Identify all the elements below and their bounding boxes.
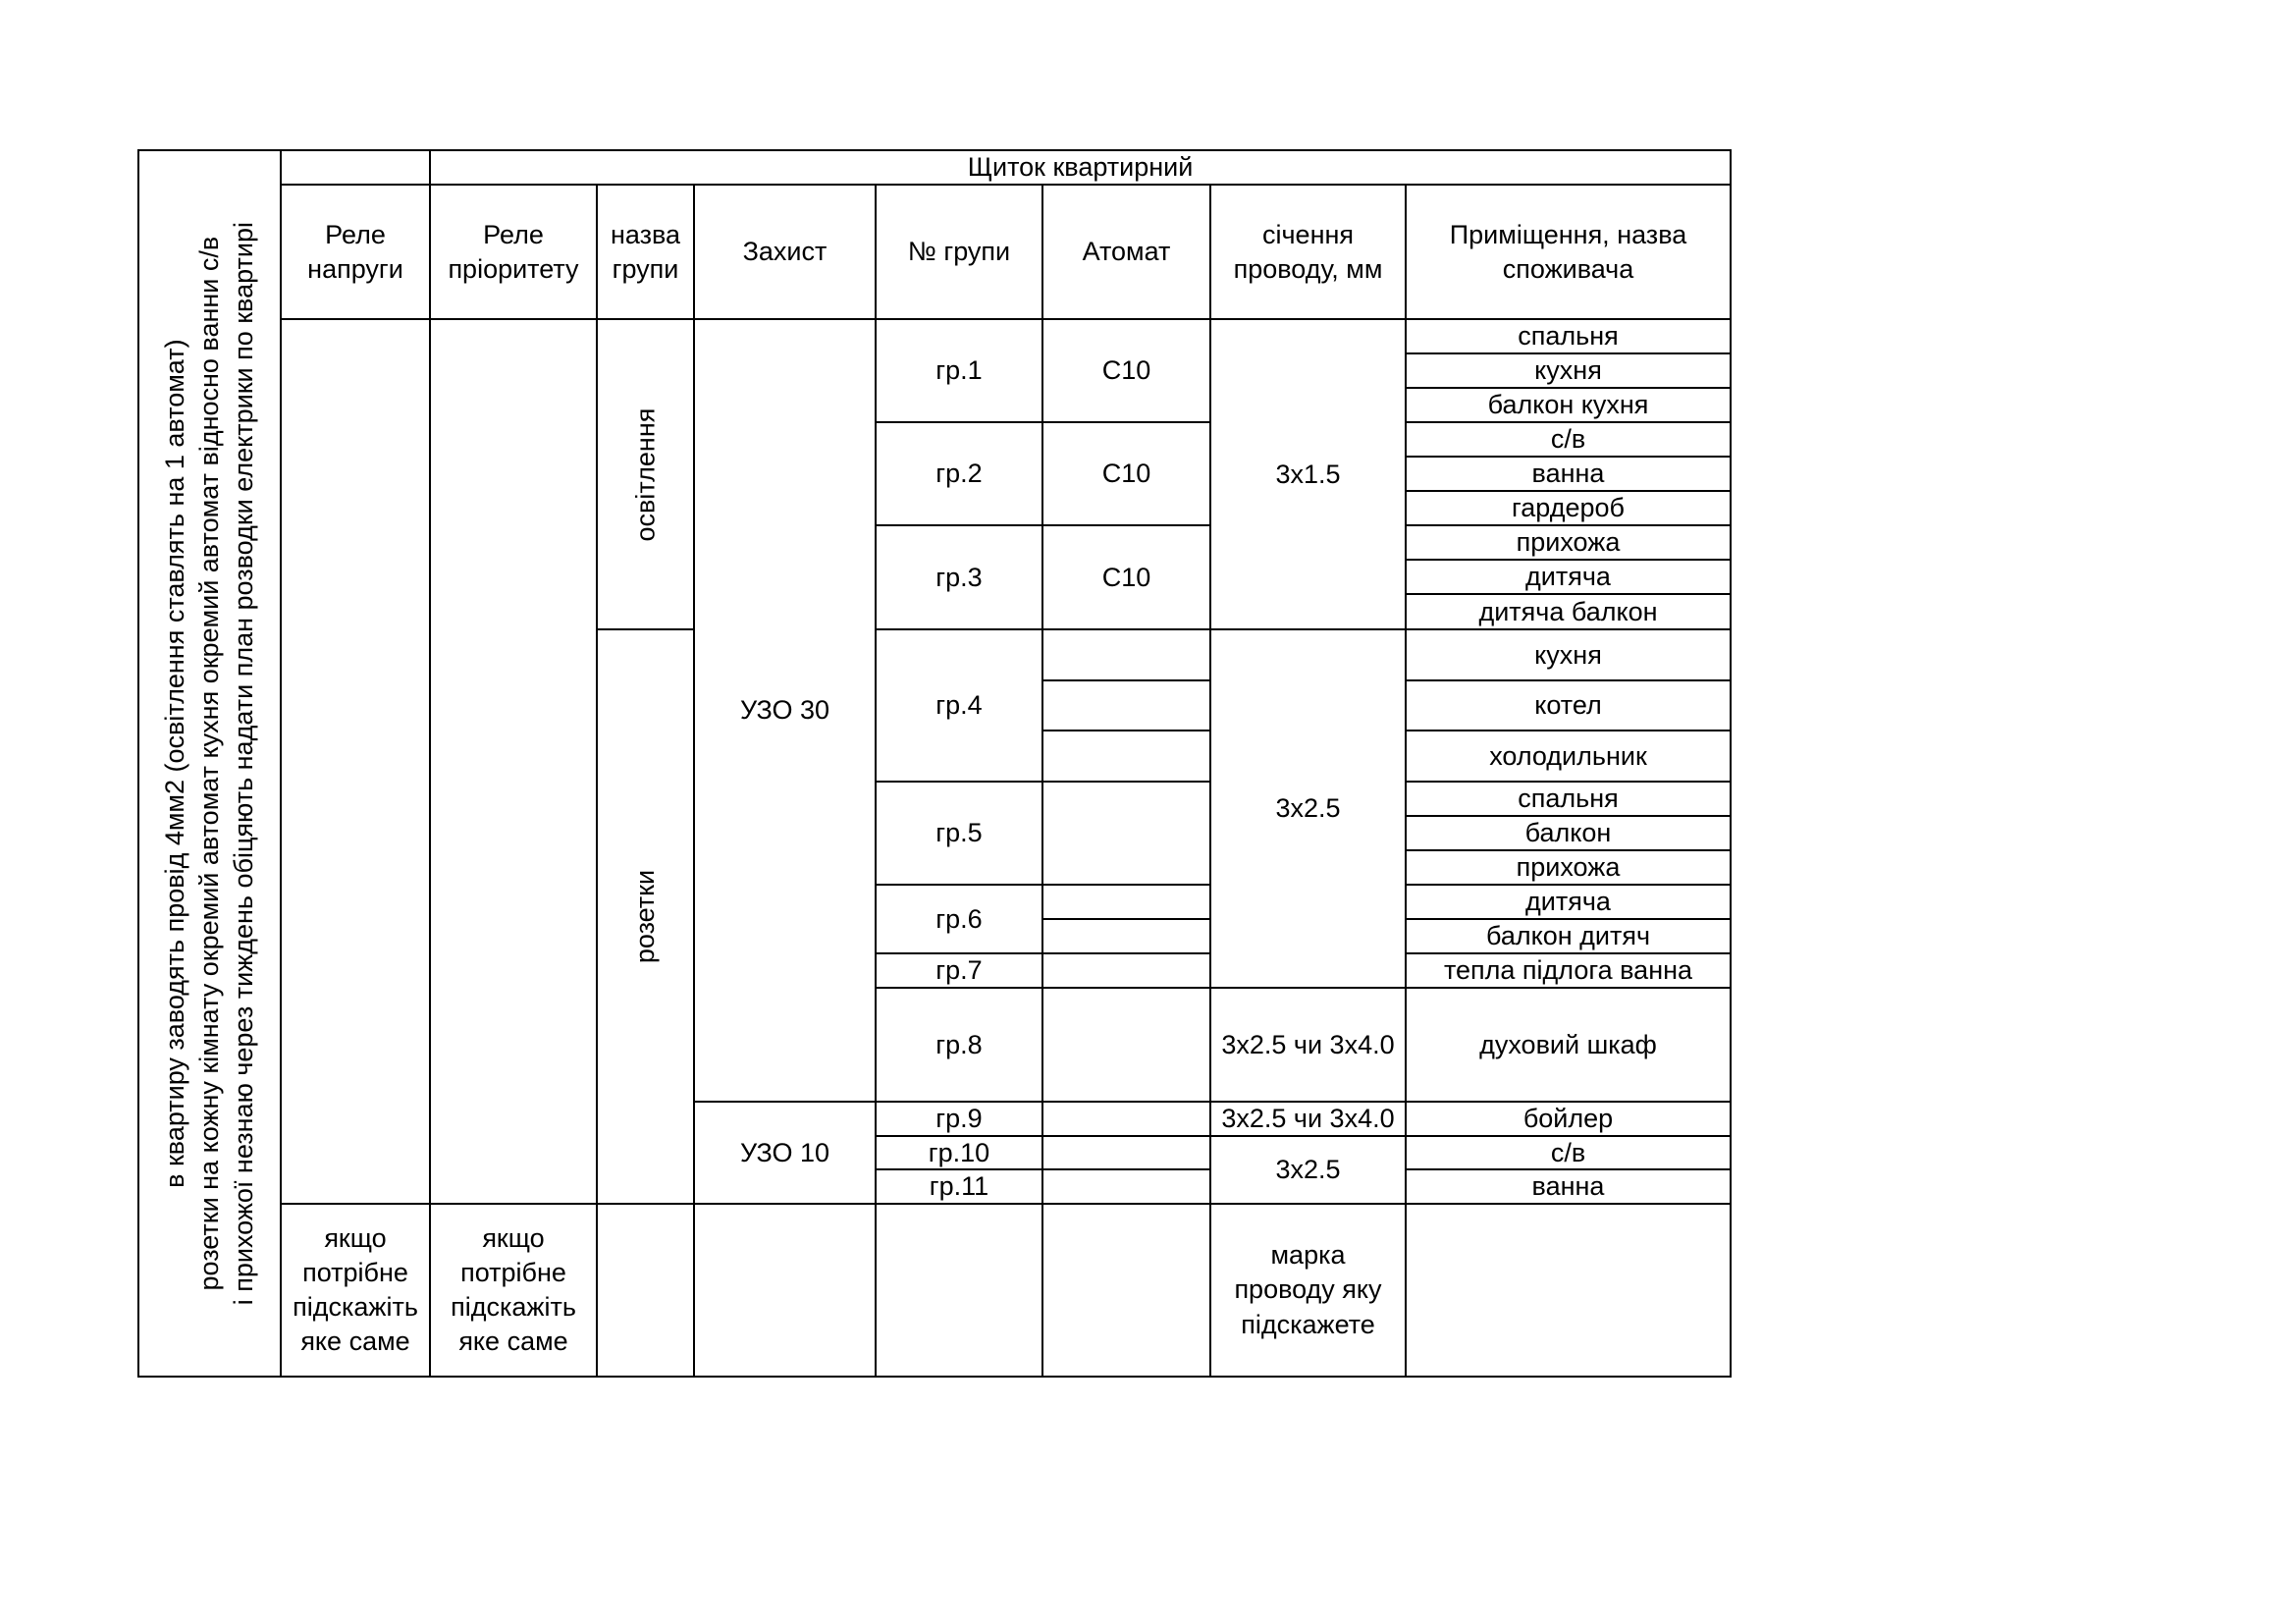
consumer-cell: спальня: [1405, 318, 1732, 355]
group-number: гр.2: [875, 421, 1043, 527]
breaker-cell: [1041, 1135, 1211, 1171]
consumer-cell: балкон: [1405, 815, 1732, 852]
footer-wire-note: марка проводу яку підскажете: [1209, 1203, 1407, 1378]
consumer-cell: котел: [1405, 679, 1732, 732]
breaker-cell: С10: [1041, 318, 1211, 424]
consumer-cell: кухня: [1405, 628, 1732, 682]
protection-uzo30: УЗО 30: [693, 318, 877, 1104]
consumer-cell: дитяча: [1405, 884, 1732, 921]
group-name-lighting: [596, 318, 695, 631]
footer-voltage-relay-note: якщо потрібне підскажіть яке саме: [280, 1203, 431, 1378]
breaker-cell: С10: [1041, 524, 1211, 631]
footer-blank: [693, 1203, 877, 1378]
footer-blank: [596, 1203, 695, 1378]
consumer-cell: бойлер: [1405, 1101, 1732, 1138]
group-number: гр.8: [875, 987, 1043, 1104]
consumer-cell: спальня: [1405, 781, 1732, 818]
wire-section-cell: 3х2.5 чи 3х4.0: [1209, 987, 1407, 1104]
priority-relay-body: [429, 318, 598, 1206]
consumer-cell: ванна: [1405, 456, 1732, 493]
consumer-cell: с/в: [1405, 421, 1732, 459]
consumer-cell: гардероб: [1405, 490, 1732, 527]
consumer-cell: прихожа: [1405, 524, 1732, 562]
header-priority-relay: Реле пріоритету: [429, 184, 598, 321]
consumer-cell: прихожа: [1405, 849, 1732, 887]
group-number: гр.9: [875, 1101, 1043, 1138]
wire-section-cell: 3х1.5: [1209, 318, 1407, 631]
panel-title: Щиток квартирний: [429, 149, 1732, 187]
consumer-cell: кухня: [1405, 352, 1732, 390]
group-name-sockets-label: розетки: [629, 870, 660, 964]
breaker-cell: [1041, 952, 1211, 990]
wire-section-cell: 3х2.5: [1209, 1135, 1407, 1206]
footer-blank: [875, 1203, 1043, 1378]
wire-section-cell: 3х2.5 чи 3х4.0: [1209, 1101, 1407, 1138]
breaker-cell: [1041, 987, 1211, 1104]
group-number: гр.1: [875, 318, 1043, 424]
footer-blank: [1041, 1203, 1211, 1378]
breaker-cell: [1041, 679, 1211, 732]
consumer-cell: балкон кухня: [1405, 387, 1732, 424]
consumer-cell: дитяча: [1405, 559, 1732, 596]
breaker-cell: [1041, 884, 1211, 921]
title-blank-cell: [280, 149, 431, 187]
header-wire-section: січення проводу, мм: [1209, 184, 1407, 321]
header-group-name: назва групи: [596, 184, 695, 321]
header-protection: Захист: [693, 184, 877, 321]
consumer-cell: с/в: [1405, 1135, 1732, 1171]
consumer-cell: холодильник: [1405, 730, 1732, 784]
footer-priority-relay-note: якщо потрібне підскажіть яке саме: [429, 1203, 598, 1378]
group-number: гр.3: [875, 524, 1043, 631]
breaker-cell: [1041, 730, 1211, 784]
group-number: гр.11: [875, 1168, 1043, 1206]
breaker-cell: [1041, 628, 1211, 682]
breaker-cell: [1041, 1101, 1211, 1138]
breaker-cell: С10: [1041, 421, 1211, 527]
consumer-cell: тепла підлога ванна: [1405, 952, 1732, 990]
group-name-lighting-label: освітлення: [629, 407, 660, 542]
group-number: гр.4: [875, 628, 1043, 784]
consumer-cell: ванна: [1405, 1168, 1732, 1206]
voltage-relay-body: [280, 318, 431, 1206]
wire-section-cell: 3х2.5: [1209, 628, 1407, 990]
breaker-cell: [1041, 1168, 1211, 1206]
header-room-consumer: Приміщення, назва споживача: [1405, 184, 1732, 321]
header-group-number: № групи: [875, 184, 1043, 321]
header-voltage-relay: Реле напруги: [280, 184, 431, 321]
group-number: гр.10: [875, 1135, 1043, 1171]
consumer-cell: дитяча балкон: [1405, 593, 1732, 631]
group-number: гр.5: [875, 781, 1043, 887]
side-note-line-2: розетки на кожну кімнату окремий автомат кухня окремий автомат відносно ванни с/в: [193, 236, 224, 1291]
group-name-sockets: [596, 628, 695, 1206]
consumer-cell: духовий шкаф: [1405, 987, 1732, 1104]
side-note-line-3: і прихожої незнаю через тиждень обіцяють надати план розводки електрики по квартирі: [229, 221, 259, 1306]
protection-uzo10: УЗО 10: [693, 1101, 877, 1206]
side-note: [137, 149, 282, 1378]
consumer-cell: балкон дитяч: [1405, 918, 1732, 955]
group-number: гр.7: [875, 952, 1043, 990]
footer-blank: [1405, 1203, 1732, 1378]
side-note-line-1: в квартиру заводять провід 4мм2 (освітлення ставлять на 1 автомат): [159, 339, 189, 1188]
group-number: гр.6: [875, 884, 1043, 955]
breaker-cell: [1041, 918, 1211, 955]
header-breaker: Атомат: [1041, 184, 1211, 321]
breaker-cell: [1041, 781, 1211, 887]
